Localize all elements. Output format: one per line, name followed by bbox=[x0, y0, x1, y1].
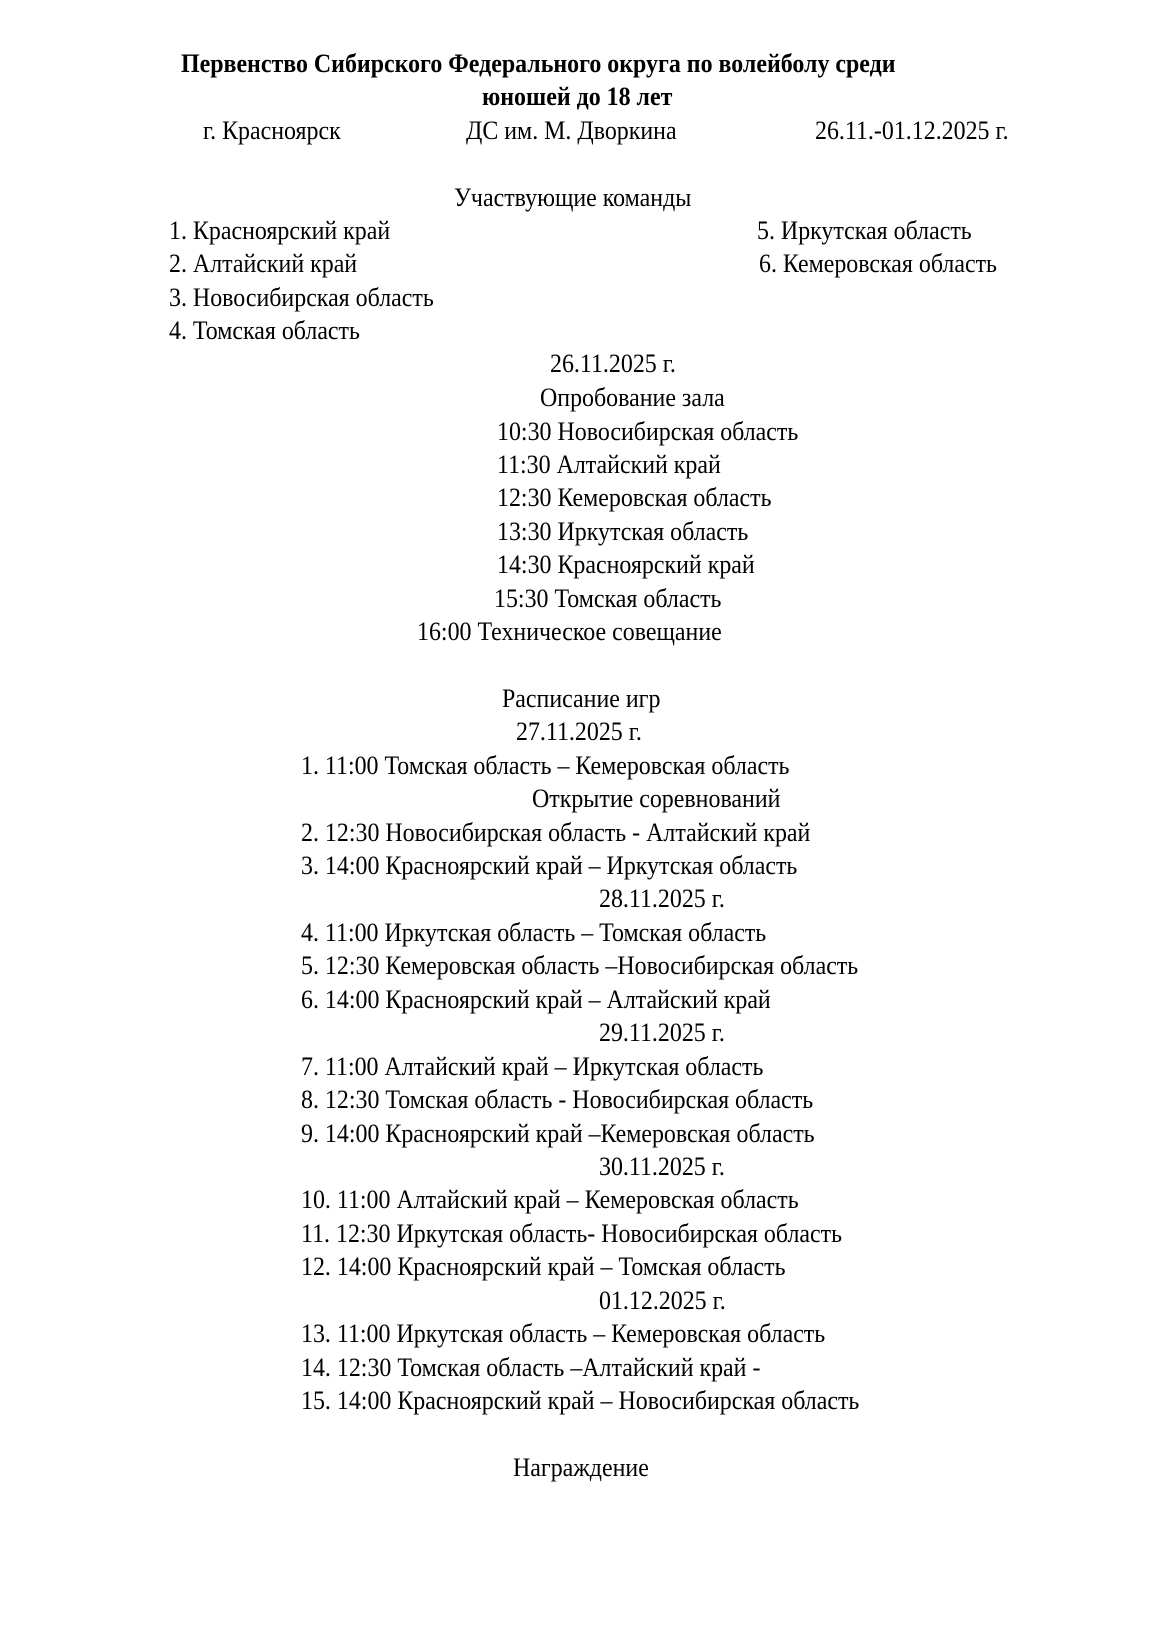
opening-ceremony: Открытие соревнований bbox=[532, 784, 781, 813]
city: г. Красноярск bbox=[203, 116, 341, 145]
game: 13. 11:00 Иркутская область – Кемеровская область bbox=[301, 1319, 826, 1348]
practice-slot: 12:30 Кемеровская область bbox=[497, 483, 772, 512]
game: 3. 14:00 Красноярский край – Иркутская область bbox=[301, 851, 798, 880]
teams-heading: Участвующие команды bbox=[454, 183, 692, 212]
event-dates: 26.11.-01.12.2025 г. bbox=[815, 116, 1009, 145]
game: 5. 12:30 Кемеровская область –Новосибирская область bbox=[301, 951, 859, 980]
team-item: 5. Иркутская область bbox=[757, 216, 972, 245]
day-date: 29.11.2025 г. bbox=[599, 1018, 725, 1047]
practice-slot: 15:30 Томская область bbox=[494, 584, 722, 613]
schedule-heading: Расписание игр bbox=[502, 684, 661, 713]
title-line-1: Первенство Сибирского Федерального округа по волейболу среди bbox=[181, 49, 896, 78]
practice-heading: Опробование зала bbox=[540, 383, 725, 412]
game: 4. 11:00 Иркутская область – Томская область bbox=[301, 918, 767, 947]
day-date: 27.11.2025 г. bbox=[516, 717, 642, 746]
awards-ceremony: Награждение bbox=[513, 1453, 649, 1482]
game: 2. 12:30 Новосибирская область - Алтайский край bbox=[301, 818, 811, 847]
game: 11. 12:30 Иркутская область- Новосибирская область bbox=[301, 1219, 842, 1248]
team-item: 3. Новосибирская область bbox=[169, 283, 434, 312]
day-date: 28.11.2025 г. bbox=[599, 884, 725, 913]
practice-date: 26.11.2025 г. bbox=[550, 349, 676, 378]
team-item: 4. Томская область bbox=[169, 316, 360, 345]
practice-slot: 10:30 Новосибирская область bbox=[497, 417, 799, 446]
team-item: 1. Красноярский край bbox=[169, 216, 391, 245]
game: 14. 12:30 Томская область –Алтайский край - bbox=[301, 1353, 761, 1382]
game: 6. 14:00 Красноярский край – Алтайский край bbox=[301, 985, 771, 1014]
game: 9. 14:00 Красноярский край –Кемеровская область bbox=[301, 1119, 815, 1148]
day-date: 01.12.2025 г. bbox=[599, 1286, 726, 1315]
game: 7. 11:00 Алтайский край – Иркутская область bbox=[301, 1052, 764, 1081]
practice-slot: 13:30 Иркутская область bbox=[497, 517, 749, 546]
day-date: 30.11.2025 г. bbox=[599, 1152, 725, 1181]
title-line-2: юношей до 18 лет bbox=[482, 82, 673, 111]
game: 12. 14:00 Красноярский край – Томская область bbox=[301, 1252, 786, 1281]
game: 15. 14:00 Красноярский край – Новосибирская область bbox=[301, 1386, 860, 1415]
technical-meeting: 16:00 Техническое совещание bbox=[417, 617, 722, 646]
practice-slot: 14:30 Красноярский край bbox=[497, 550, 755, 579]
practice-slot: 11:30 Алтайский край bbox=[497, 450, 721, 479]
team-item: 2. Алтайский край bbox=[169, 249, 358, 278]
venue: ДС им. М. Дворкина bbox=[466, 116, 677, 145]
game: 1. 11:00 Томская область – Кемеровская область bbox=[301, 751, 790, 780]
game: 10. 11:00 Алтайский край – Кемеровская область bbox=[301, 1185, 799, 1214]
game: 8. 12:30 Томская область - Новосибирская область bbox=[301, 1085, 814, 1114]
team-item: 6. Кемеровская область bbox=[759, 249, 997, 278]
